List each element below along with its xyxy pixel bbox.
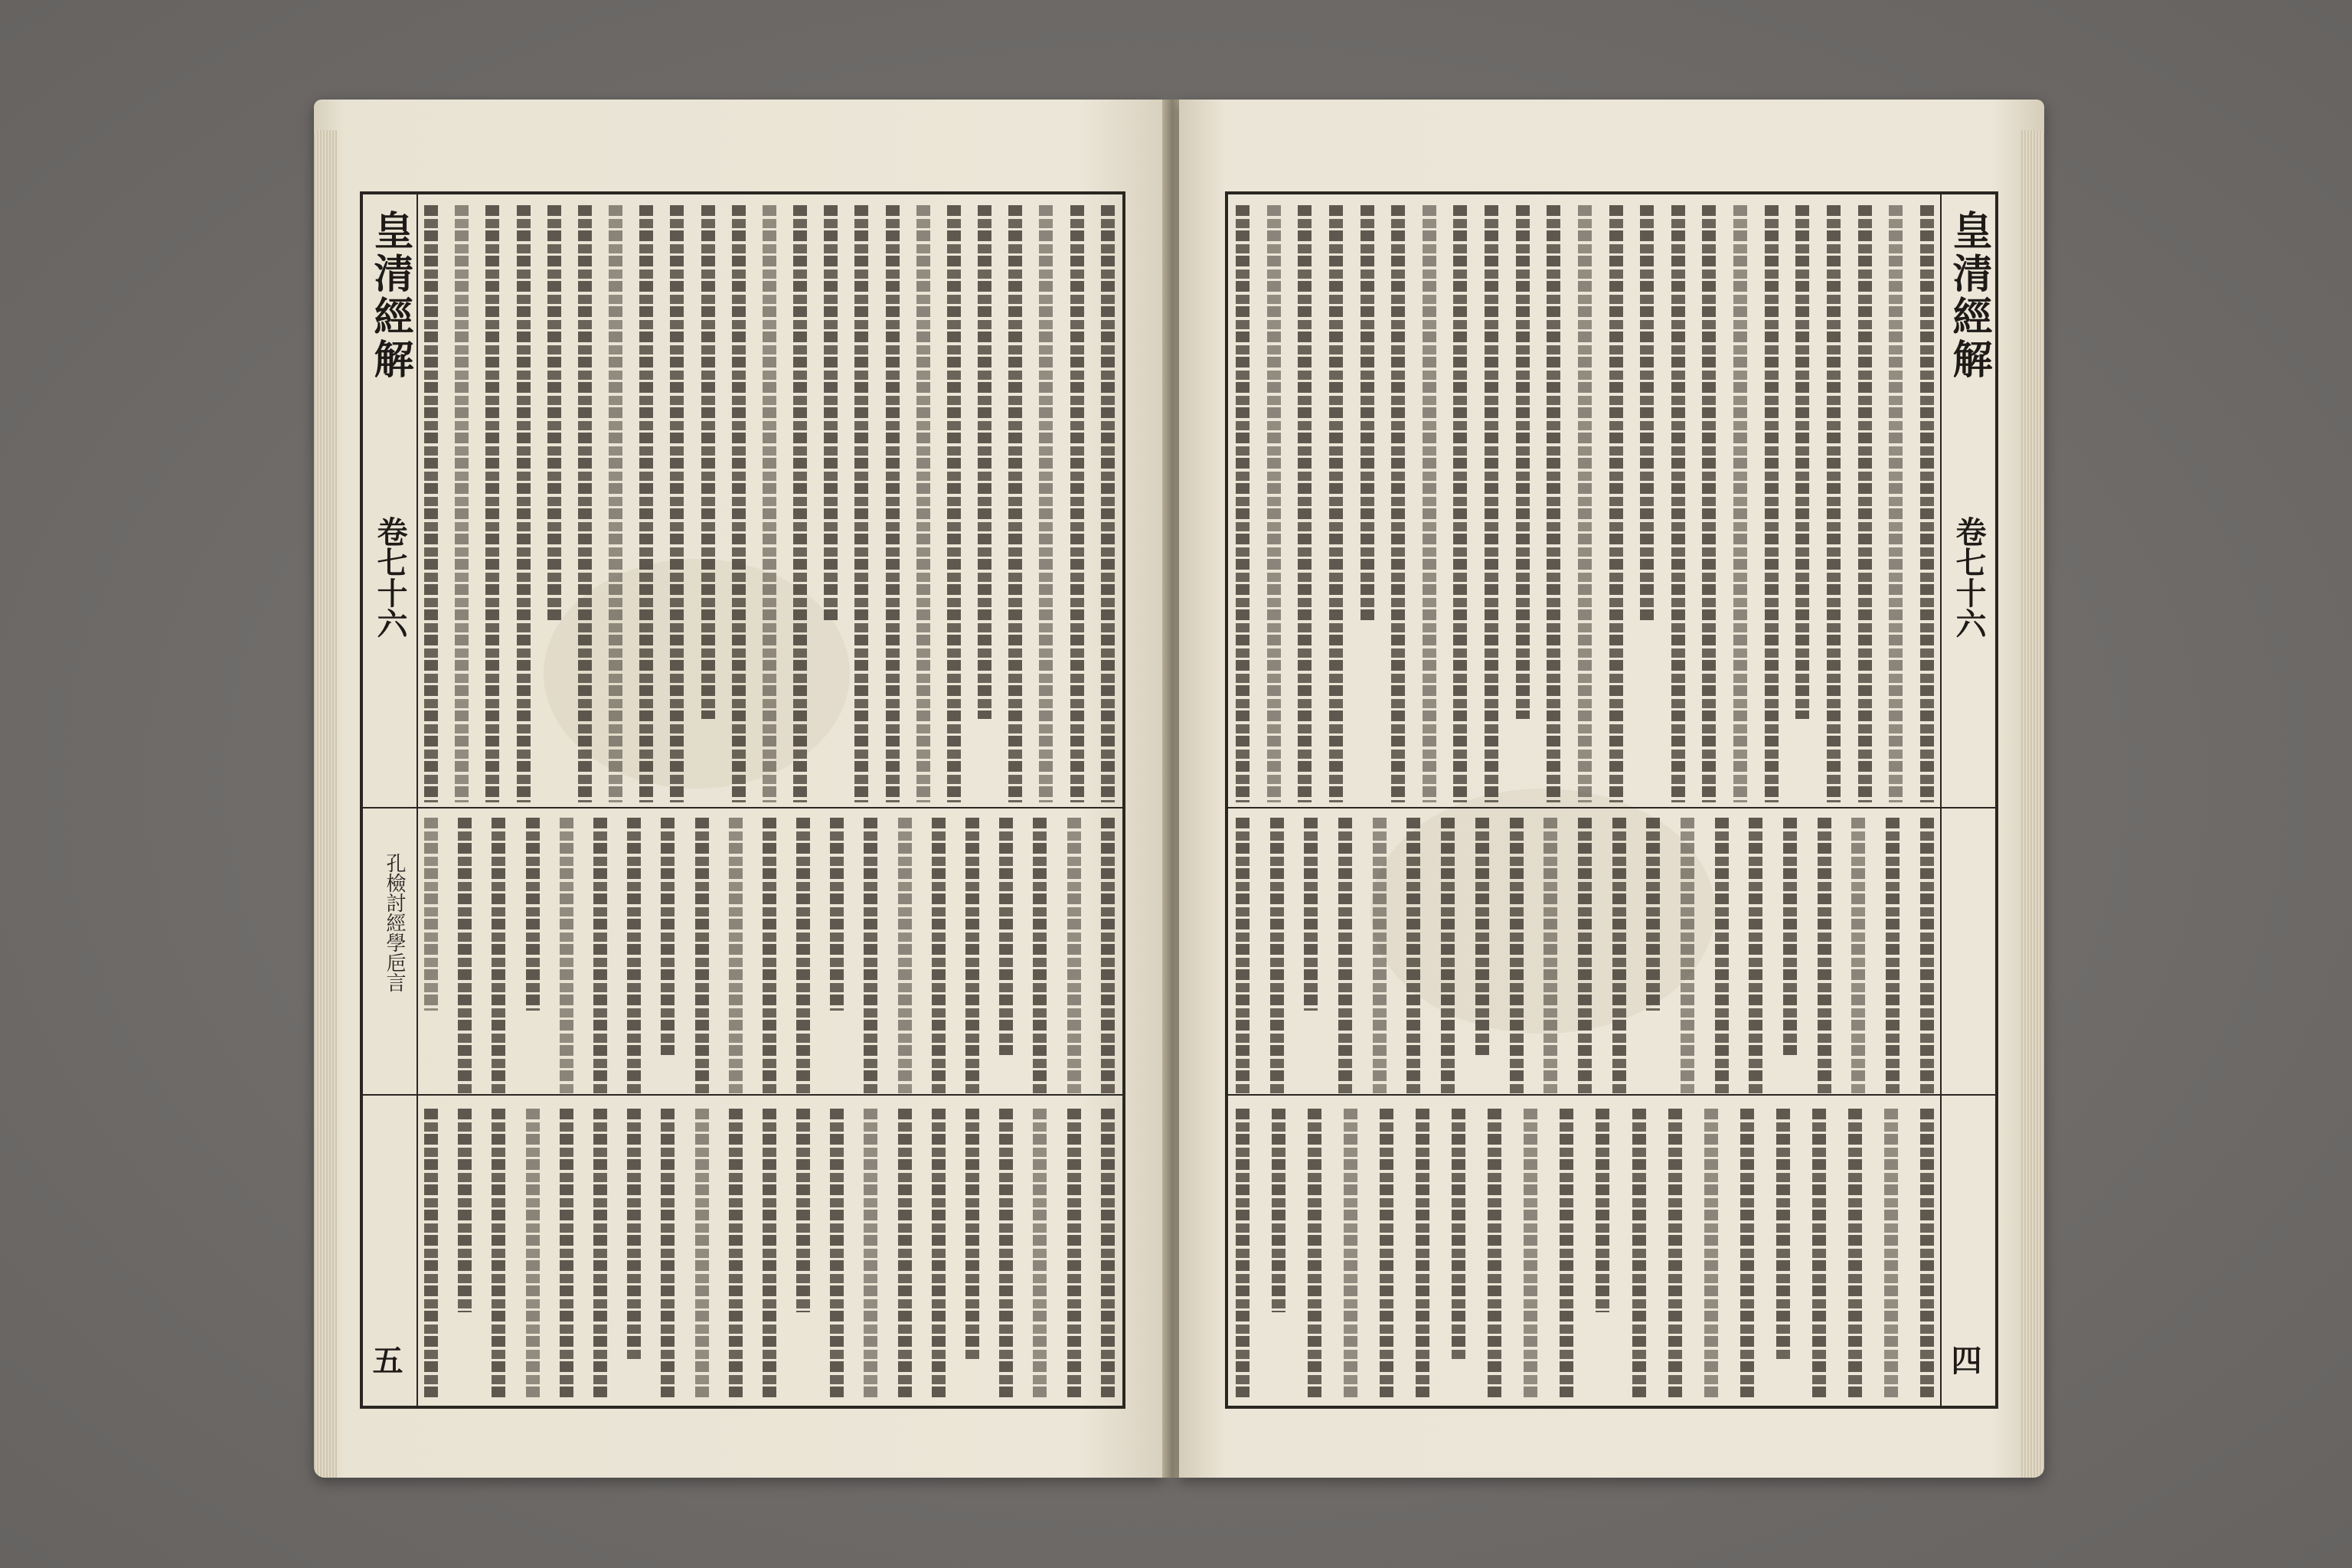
left-middle-text-block <box>424 818 1115 1093</box>
text-column <box>547 205 561 623</box>
text-column <box>864 1109 877 1400</box>
text-column <box>763 818 776 1093</box>
text-column <box>916 205 930 802</box>
text-column <box>729 818 743 1093</box>
text-column <box>1920 205 1934 802</box>
text-column <box>1702 205 1716 802</box>
text-column <box>1889 205 1903 802</box>
text-column <box>1827 205 1841 802</box>
text-column <box>1578 205 1592 802</box>
right-text-area <box>1236 205 1934 1395</box>
text-column <box>965 1109 979 1359</box>
text-column <box>1453 205 1467 802</box>
text-column <box>763 205 776 802</box>
text-column <box>701 205 715 719</box>
text-column <box>661 818 675 1055</box>
text-column <box>1441 818 1455 1093</box>
right-book-title: 皇清經解 <box>1945 210 1992 381</box>
text-column <box>947 205 961 802</box>
text-column <box>1475 818 1489 1055</box>
text-column <box>1101 205 1115 802</box>
right-page-number: 四 <box>1946 1344 1982 1375</box>
text-column <box>1547 205 1560 802</box>
text-column <box>898 818 912 1093</box>
text-column <box>695 1109 709 1400</box>
text-column <box>458 818 472 1093</box>
text-column <box>1361 205 1374 623</box>
text-column <box>517 205 531 802</box>
text-column <box>1646 818 1660 1011</box>
text-column <box>1783 818 1797 1055</box>
text-column <box>1818 818 1831 1093</box>
text-column <box>1632 1109 1646 1400</box>
text-column <box>1270 818 1284 1093</box>
open-book <box>299 84 2060 1501</box>
text-column <box>1391 205 1405 802</box>
text-column <box>830 818 844 1011</box>
text-column <box>824 205 838 623</box>
text-column <box>763 1109 776 1400</box>
right-middle-text-block <box>1236 818 1934 1093</box>
text-column <box>1452 1109 1465 1359</box>
text-column <box>1886 818 1900 1093</box>
text-column <box>1304 818 1318 1011</box>
text-column <box>1884 1109 1898 1400</box>
text-column <box>1776 1109 1790 1359</box>
left-text-area <box>424 205 1115 1395</box>
left-margin-column <box>363 194 418 1406</box>
left-book-title: 皇清經解 <box>367 210 413 381</box>
text-column <box>1516 205 1530 719</box>
right-lower-text-block <box>1236 1109 1934 1400</box>
text-column <box>1338 818 1352 1093</box>
text-column <box>1101 818 1115 1093</box>
text-column <box>1067 818 1081 1093</box>
text-column <box>670 205 684 802</box>
text-column <box>627 1109 641 1359</box>
text-column <box>1298 205 1312 802</box>
text-column <box>1668 1109 1682 1400</box>
text-column <box>1848 1109 1862 1400</box>
right-page <box>1179 100 2044 1478</box>
text-column <box>593 818 607 1093</box>
text-column <box>424 205 438 802</box>
text-column <box>1236 818 1250 1093</box>
text-column <box>1236 1109 1250 1400</box>
left-upper-text-block <box>424 205 1115 802</box>
text-column <box>1067 1109 1081 1400</box>
text-column <box>1596 1109 1609 1312</box>
left-page <box>314 100 1164 1478</box>
text-column <box>1671 205 1685 802</box>
text-column <box>1033 1109 1047 1400</box>
text-column <box>1704 1109 1718 1400</box>
text-column <box>609 205 622 802</box>
text-column <box>1101 1109 1115 1400</box>
text-column <box>1578 818 1592 1093</box>
left-volume-label: 卷七十六 <box>372 516 408 639</box>
text-column <box>1740 1109 1754 1400</box>
text-column <box>1612 818 1626 1093</box>
text-column <box>830 1109 844 1400</box>
text-column <box>1039 205 1053 802</box>
left-page-edges <box>314 130 337 1478</box>
text-column <box>593 1109 607 1400</box>
text-column <box>492 818 505 1093</box>
text-column <box>1544 818 1557 1093</box>
text-column <box>424 1109 438 1400</box>
text-column <box>1560 1109 1573 1400</box>
text-column <box>1485 205 1498 802</box>
text-column <box>1609 205 1623 802</box>
text-column <box>854 205 868 802</box>
text-column <box>1236 205 1250 802</box>
left-print-frame <box>360 191 1125 1409</box>
text-column <box>1851 818 1865 1093</box>
text-column <box>485 205 499 802</box>
text-column <box>796 818 810 1093</box>
text-column <box>932 1109 946 1400</box>
text-column <box>1033 818 1047 1093</box>
right-upper-text-block <box>1236 205 1934 802</box>
text-column <box>1267 205 1281 802</box>
left-chapter-caption: 孔檢討經學巵言 <box>383 853 406 992</box>
text-column <box>898 1109 912 1400</box>
text-column <box>1812 1109 1826 1400</box>
text-column <box>627 818 641 1093</box>
text-column <box>578 205 592 802</box>
text-column <box>793 205 807 802</box>
text-column <box>695 818 709 1093</box>
right-margin-column <box>1940 194 1995 1406</box>
text-column <box>492 1109 505 1400</box>
text-column <box>1070 205 1084 802</box>
text-column <box>978 205 991 719</box>
text-column <box>1373 818 1387 1093</box>
text-column <box>1765 205 1779 802</box>
text-column <box>1858 205 1872 802</box>
right-print-frame <box>1225 191 1998 1409</box>
text-column <box>639 205 653 802</box>
text-column <box>932 818 946 1093</box>
text-column <box>424 818 438 1011</box>
text-column <box>1640 205 1654 623</box>
text-column <box>1920 1109 1934 1400</box>
text-column <box>661 1109 675 1400</box>
text-column <box>1423 205 1436 802</box>
text-column <box>1795 205 1809 719</box>
text-column <box>1488 1109 1501 1400</box>
text-column <box>1406 818 1420 1093</box>
text-column <box>1715 818 1729 1093</box>
text-column <box>1380 1109 1393 1400</box>
text-column <box>526 818 540 1011</box>
text-column <box>1008 205 1022 802</box>
text-column <box>455 205 469 802</box>
text-column <box>1920 818 1934 1093</box>
left-page-number: 五 <box>368 1344 403 1375</box>
text-column <box>1272 1109 1285 1312</box>
text-column <box>864 818 877 1093</box>
text-column <box>1308 1109 1321 1400</box>
text-column <box>1329 205 1343 802</box>
text-column <box>526 1109 540 1400</box>
text-column <box>1733 205 1747 802</box>
text-column <box>1749 818 1762 1093</box>
text-column <box>999 1109 1013 1400</box>
text-column <box>965 818 979 1093</box>
text-column <box>999 818 1013 1055</box>
text-column <box>1524 1109 1537 1400</box>
left-lower-text-block <box>424 1109 1115 1400</box>
text-column <box>458 1109 472 1312</box>
text-column <box>1510 818 1524 1093</box>
text-column <box>560 1109 573 1400</box>
text-column <box>732 205 746 802</box>
right-page-edges <box>2021 130 2044 1478</box>
text-column <box>796 1109 810 1312</box>
text-column <box>560 818 573 1093</box>
text-column <box>1416 1109 1429 1400</box>
text-column <box>729 1109 743 1400</box>
text-column <box>886 205 900 802</box>
text-column <box>1344 1109 1357 1400</box>
right-volume-label: 卷七十六 <box>1951 516 1987 639</box>
text-column <box>1681 818 1694 1093</box>
